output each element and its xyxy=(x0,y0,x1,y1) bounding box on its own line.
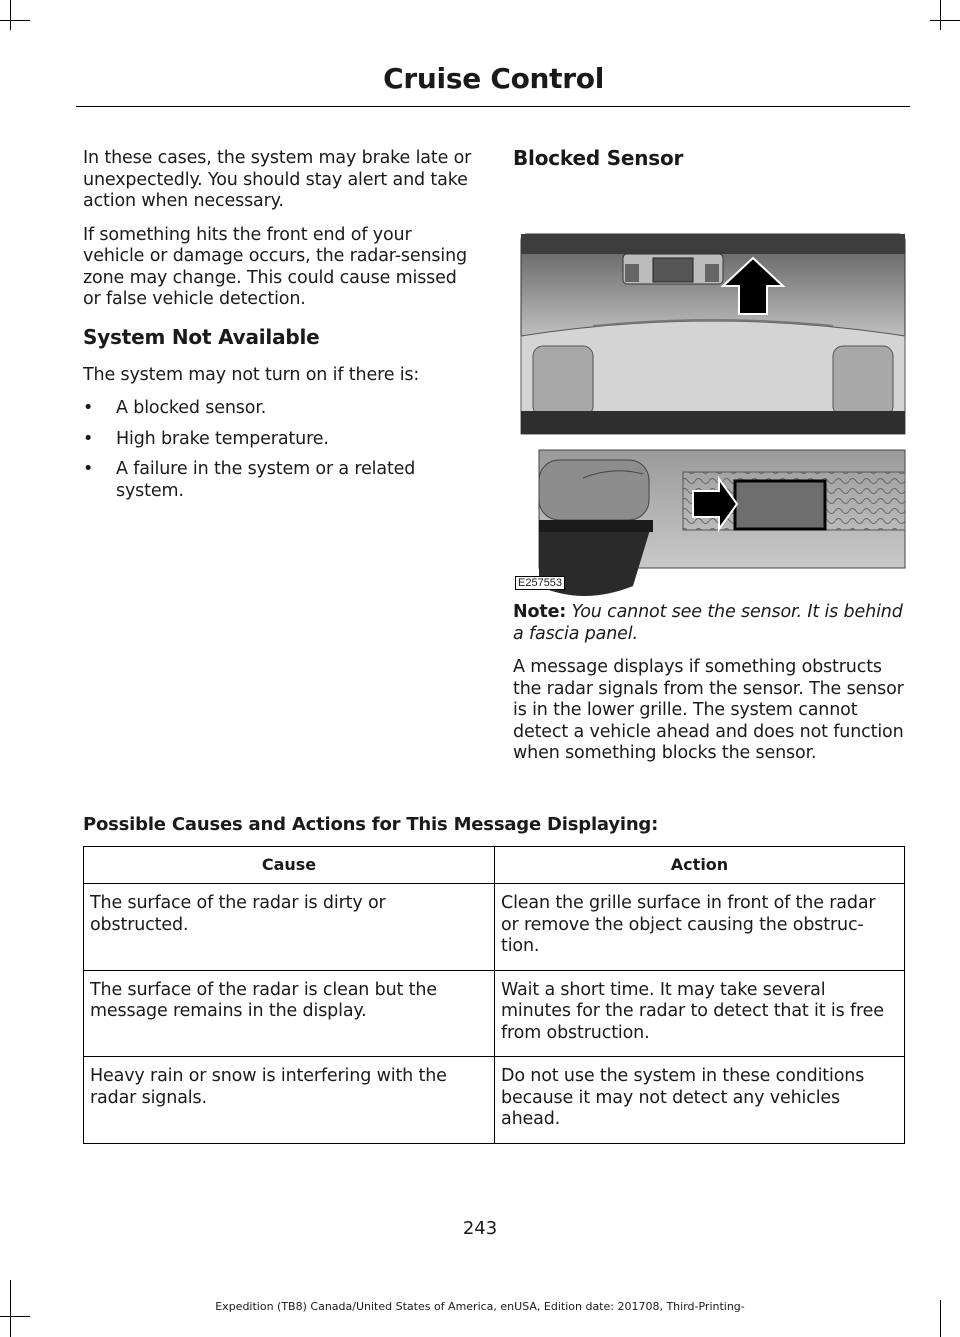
crop-mark xyxy=(940,0,941,30)
table-heading: Possible Causes and Actions for This Message Displaying: xyxy=(83,814,659,835)
table-cell: Wait a short time. It may take several minutes for the radar to detect that it is free from obstruction. xyxy=(495,970,905,1057)
section-title: Blocked Sensor xyxy=(513,146,684,170)
table-cell: The surface of the radar is dirty or obstructed. xyxy=(84,884,495,971)
page-title: Cruise Control xyxy=(383,62,604,95)
section-title: System Not Available xyxy=(83,324,320,349)
list-item xyxy=(83,459,478,502)
table-cell: The surface of the radar is clean but the message remains in the display. xyxy=(84,970,495,1057)
list-item-text: A blocked sensor. xyxy=(116,398,267,418)
bullet-list xyxy=(83,398,478,502)
windshield-view xyxy=(521,234,905,434)
table-cell: Do not use the system in these conditions because it may not detect any vehicles ahead. xyxy=(495,1057,905,1144)
sensor-location-drawing xyxy=(513,186,913,596)
table-row xyxy=(84,884,905,971)
bumper-view xyxy=(539,450,905,596)
sensor-illustration xyxy=(513,186,913,596)
paragraph: A message displays if something obstructs the radar signals from the sensor. The sensor is in the lower grille. The system cannot detect a vehicle ahead and does not function when something blocks the sensor. xyxy=(513,657,904,763)
figure-id: E257553 xyxy=(515,576,565,590)
paragraph: In these cases, the system may brake late or unexpectedly. You should stay alert and take action when necessary. xyxy=(83,148,472,211)
bullet-icon: • xyxy=(83,428,94,449)
page-number: 243 xyxy=(462,1218,498,1239)
footer: Expedition (TB8) Canada/United States of America, enUSA, Edition date: 201708, Third-Printing- xyxy=(215,1300,745,1313)
list-item-text: High brake temperature. xyxy=(116,428,329,449)
right-column xyxy=(513,146,913,777)
column-header: Cause xyxy=(84,847,495,884)
table-header-row xyxy=(84,847,905,884)
column-header: Action xyxy=(495,847,905,884)
list-item xyxy=(83,429,478,451)
left-column xyxy=(83,148,478,511)
paragraph: If something hits the front end of your vehicle or damage occurs, the radar-sensing zone may change. This could cause missed or false vehicle detection. xyxy=(83,224,468,309)
crop-mark xyxy=(0,20,30,21)
bullet-icon: • xyxy=(83,398,94,418)
crop-mark xyxy=(930,20,960,21)
causes-table xyxy=(83,846,905,1144)
bullet-icon: • xyxy=(83,459,94,479)
list-item-text: A failure in the system or a related system. xyxy=(116,459,416,501)
table-cell: Heavy rain or snow is interfering with the radar signals. xyxy=(84,1057,495,1144)
table-row xyxy=(84,1057,905,1144)
note-label: Note: xyxy=(513,602,567,622)
list-item xyxy=(83,398,478,420)
note-text: You cannot see the sensor. It is behind a fascia panel. xyxy=(513,602,903,644)
paragraph: The system may not turn on if there is: xyxy=(83,364,420,385)
table-cell: Clean the grille surface in front of the radar or remove the object causing the obstruc-tion. xyxy=(495,884,905,971)
table-row xyxy=(84,970,905,1057)
crop-mark xyxy=(10,0,11,30)
crop-mark xyxy=(0,1316,30,1317)
header-rule xyxy=(76,106,910,107)
note xyxy=(513,602,913,645)
